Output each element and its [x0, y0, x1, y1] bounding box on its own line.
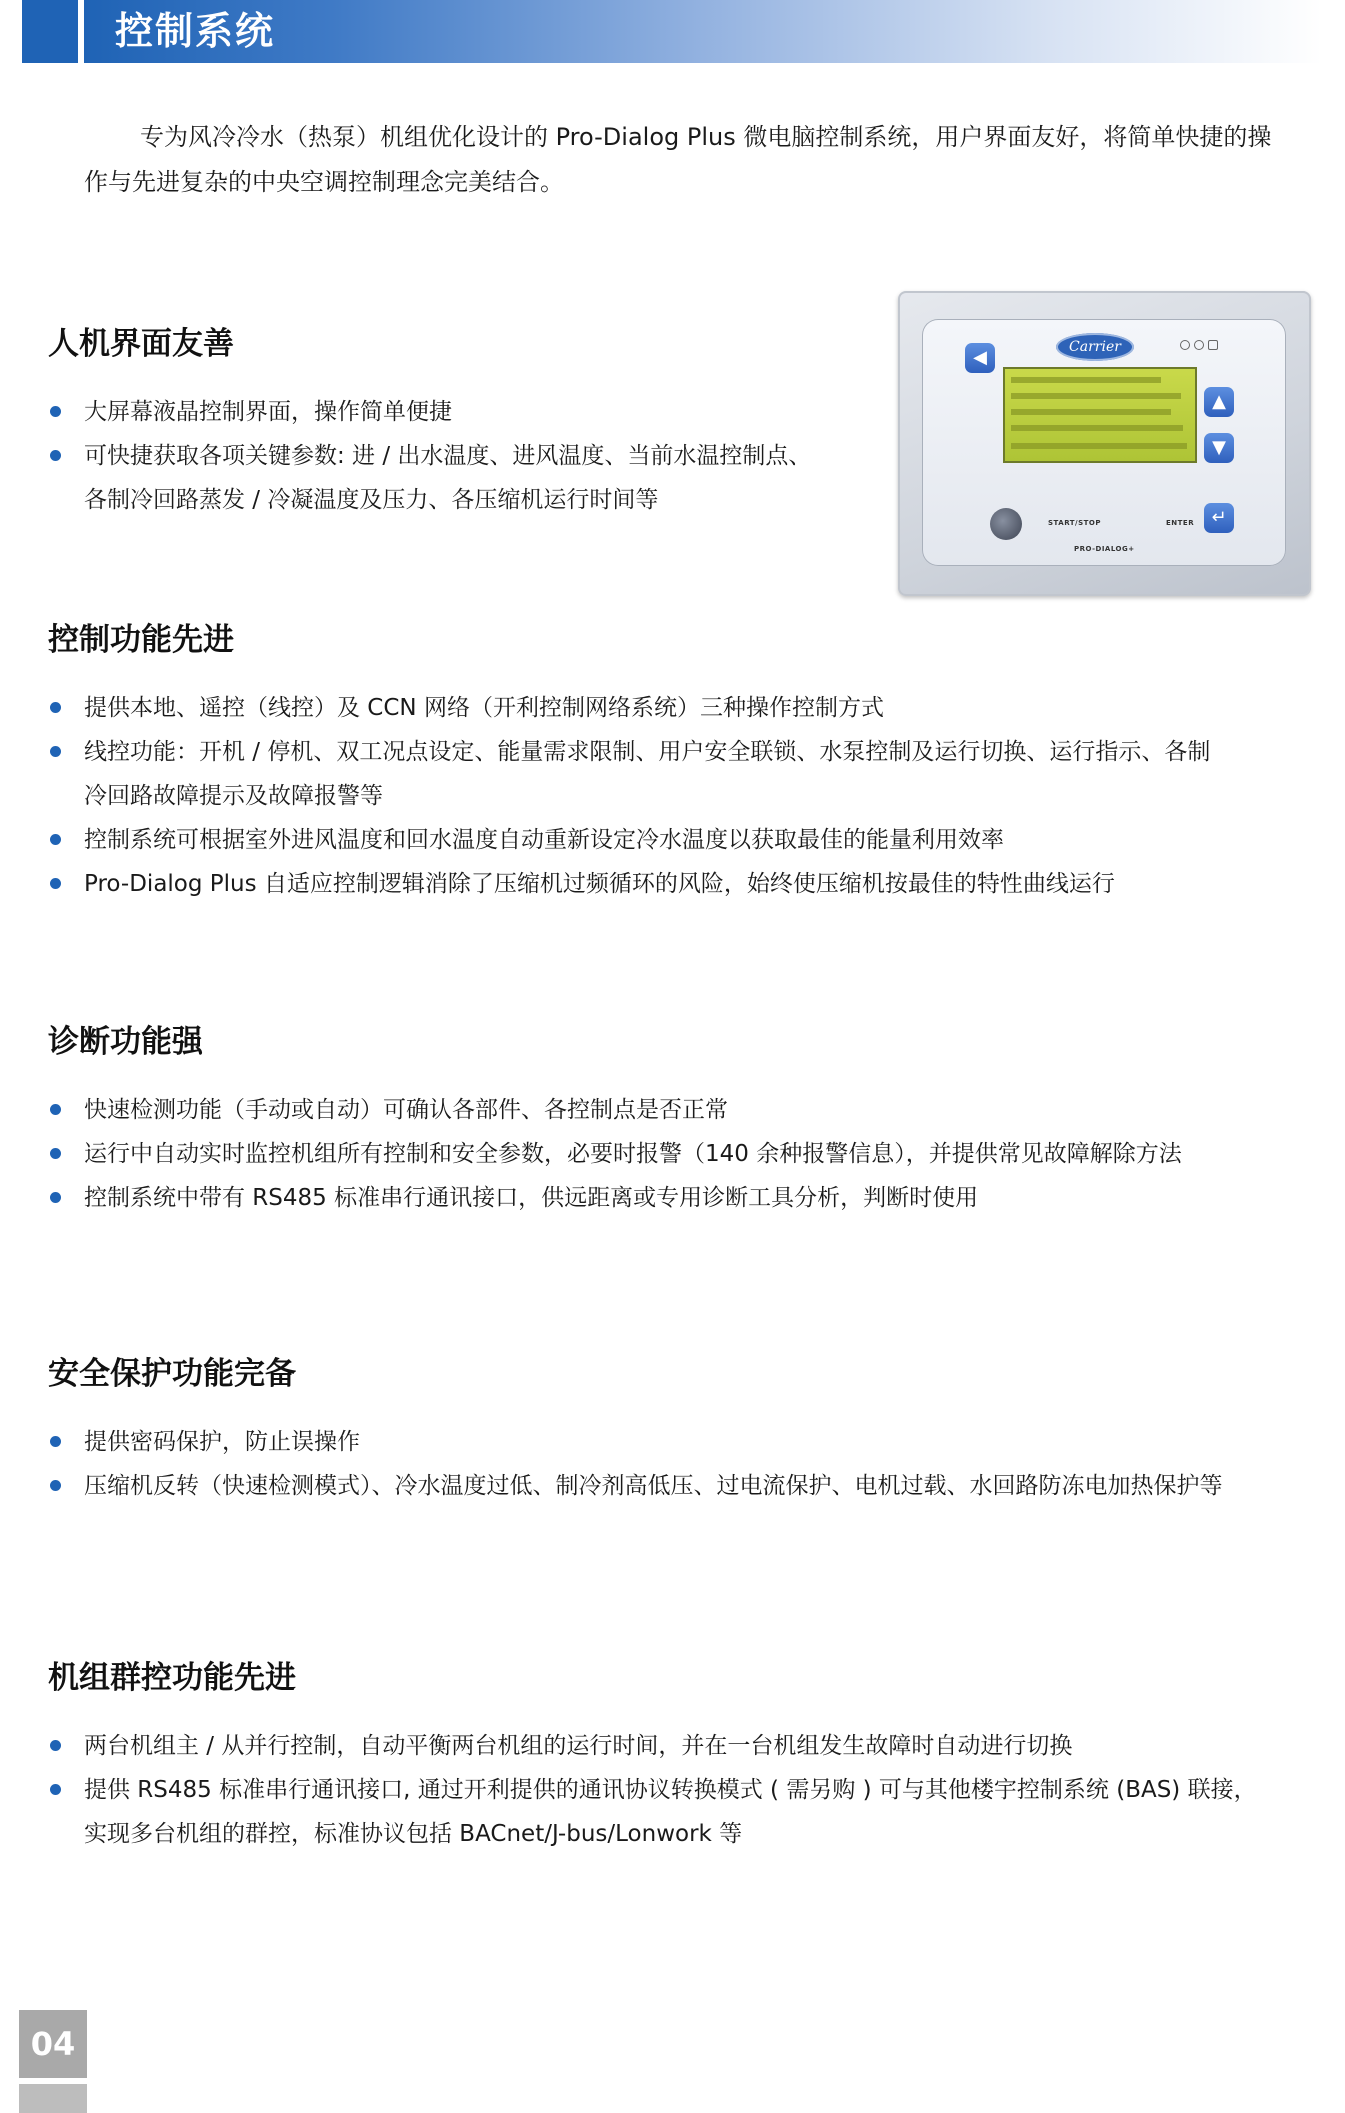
page-number: 04	[19, 2010, 87, 2078]
lcd-line	[1011, 377, 1161, 383]
lcd-screen	[1003, 367, 1197, 463]
list-item: 提供本地、遥控（线控）及 CCN 网络（开利控制网络系统）三种操作控制方式	[48, 686, 1338, 730]
bullet-list	[48, 686, 1338, 906]
power-icon	[1180, 340, 1190, 350]
bullet-icon	[50, 1436, 61, 1447]
section-heading: 诊断功能强	[48, 1024, 203, 1060]
down-arrow-button[interactable]: ▼	[1204, 433, 1234, 463]
lcd-line	[1011, 425, 1183, 431]
bullet-icon	[50, 1148, 61, 1159]
list-item: 两台机组主 / 从并行控制，自动平衡两台机组的运行时间，并在一台机组发生故障时自动进行切换	[48, 1724, 1338, 1768]
bullet-list	[48, 1088, 1338, 1220]
bullet-icon	[50, 1192, 61, 1203]
title-accent-square	[22, 0, 78, 63]
list-item: 提供 RS485 标准串行通讯接口, 通过开利提供的通讯协议转换模式 ( 需另购 ) 可与其他楼宇控制系统 (BAS) 联接， 实现多台机组的群控，标准协议包括 BACnet/J-bus/Lonwork 等	[48, 1768, 1338, 1856]
back-arrow-button[interactable]: ◀	[965, 343, 995, 373]
start-stop-dial[interactable]	[990, 508, 1022, 540]
list-item: 压缩机反转（快速检测模式）、冷水温度过低、制冷剂高低压、过电流保护、电机过载、水回路防冻电加热保护等	[48, 1464, 1338, 1508]
lcd-line	[1011, 409, 1171, 415]
enter-button[interactable]: ↵	[1204, 503, 1234, 533]
bullet-icon	[50, 878, 61, 889]
bullet-icon	[50, 702, 61, 713]
page-title: 控制系统	[115, 9, 276, 53]
section-heading: 机组群控功能先进	[48, 1660, 296, 1696]
list-item: Pro-Dialog Plus 自适应控制逻辑消除了压缩机过频循环的风险，始终使压缩机按最佳的特性曲线运行	[48, 862, 1338, 906]
bullet-icon	[50, 1784, 61, 1795]
lcd-line	[1011, 393, 1181, 399]
list-item: 运行中自动实时监控机组所有控制和安全参数，必要时报警（140 余种报警信息），并提供常见故障解除方法	[48, 1132, 1338, 1176]
bullet-list	[48, 1724, 1338, 1856]
lcd-line	[1011, 443, 1187, 449]
bullet-icon	[50, 746, 61, 757]
bullet-list	[48, 1420, 1338, 1508]
brand-label: PRO-DIALOG+	[1074, 545, 1135, 553]
list-item: 可快捷获取各项关键参数: 进 / 出水温度、进风温度、当前水温控制点、 各制冷回路蒸发 / 冷凝温度及压力、各压缩机运行时间等	[48, 434, 1338, 522]
list-item: 提供密码保护，防止误操作	[48, 1420, 1338, 1464]
intro-line-2: 作与先进复杂的中央空调控制理念完美结合。	[84, 168, 564, 196]
lock-icon	[1208, 340, 1218, 350]
section-heading: 人机界面友善	[48, 326, 234, 362]
section-heading: 控制功能先进	[48, 622, 234, 658]
pro-dialog-control-panel	[898, 291, 1311, 596]
page-number-tab	[19, 2084, 87, 2113]
intro-line-1: 专为风冷冷水（热泵）机组优化设计的 Pro-Dialog Plus 微电脑控制系统，用户界面友好，将简单快捷的操	[140, 123, 1272, 151]
bullet-icon	[50, 406, 61, 417]
section-heading: 安全保护功能完备	[48, 1356, 296, 1392]
list-item: 快速检测功能（手动或自动）可确认各部件、各控制点是否正常	[48, 1088, 1338, 1132]
bullet-icon	[50, 1740, 61, 1751]
list-item: 控制系统可根据室外进风温度和回水温度自动重新设定冷水温度以获取最佳的能量利用效率	[48, 818, 1338, 862]
list-item: 线控功能：开机 / 停机、双工况点设定、能量需求限制、用户安全联锁、水泵控制及运行切换、运行指示、各制 冷回路故障提示及故障报警等	[48, 730, 1338, 818]
bullet-icon	[50, 1480, 61, 1491]
bullet-icon	[50, 834, 61, 845]
carrier-logo: Carrier	[1056, 333, 1134, 361]
enter-label: ENTER	[1166, 519, 1195, 527]
bullet-icon	[50, 1104, 61, 1115]
intro-paragraph	[84, 115, 1334, 205]
list-item: 控制系统中带有 RS485 标准串行通讯接口，供远距离或专用诊断工具分析，判断时使用	[48, 1176, 1338, 1220]
alarm-icon	[1194, 340, 1204, 350]
up-arrow-button[interactable]: ▲	[1204, 387, 1234, 417]
start-stop-label: START/STOP	[1048, 519, 1101, 527]
bullet-icon	[50, 450, 61, 461]
title-bar	[22, 0, 1322, 63]
list-item: 大屏幕液晶控制界面，操作简单便捷	[48, 390, 1338, 434]
